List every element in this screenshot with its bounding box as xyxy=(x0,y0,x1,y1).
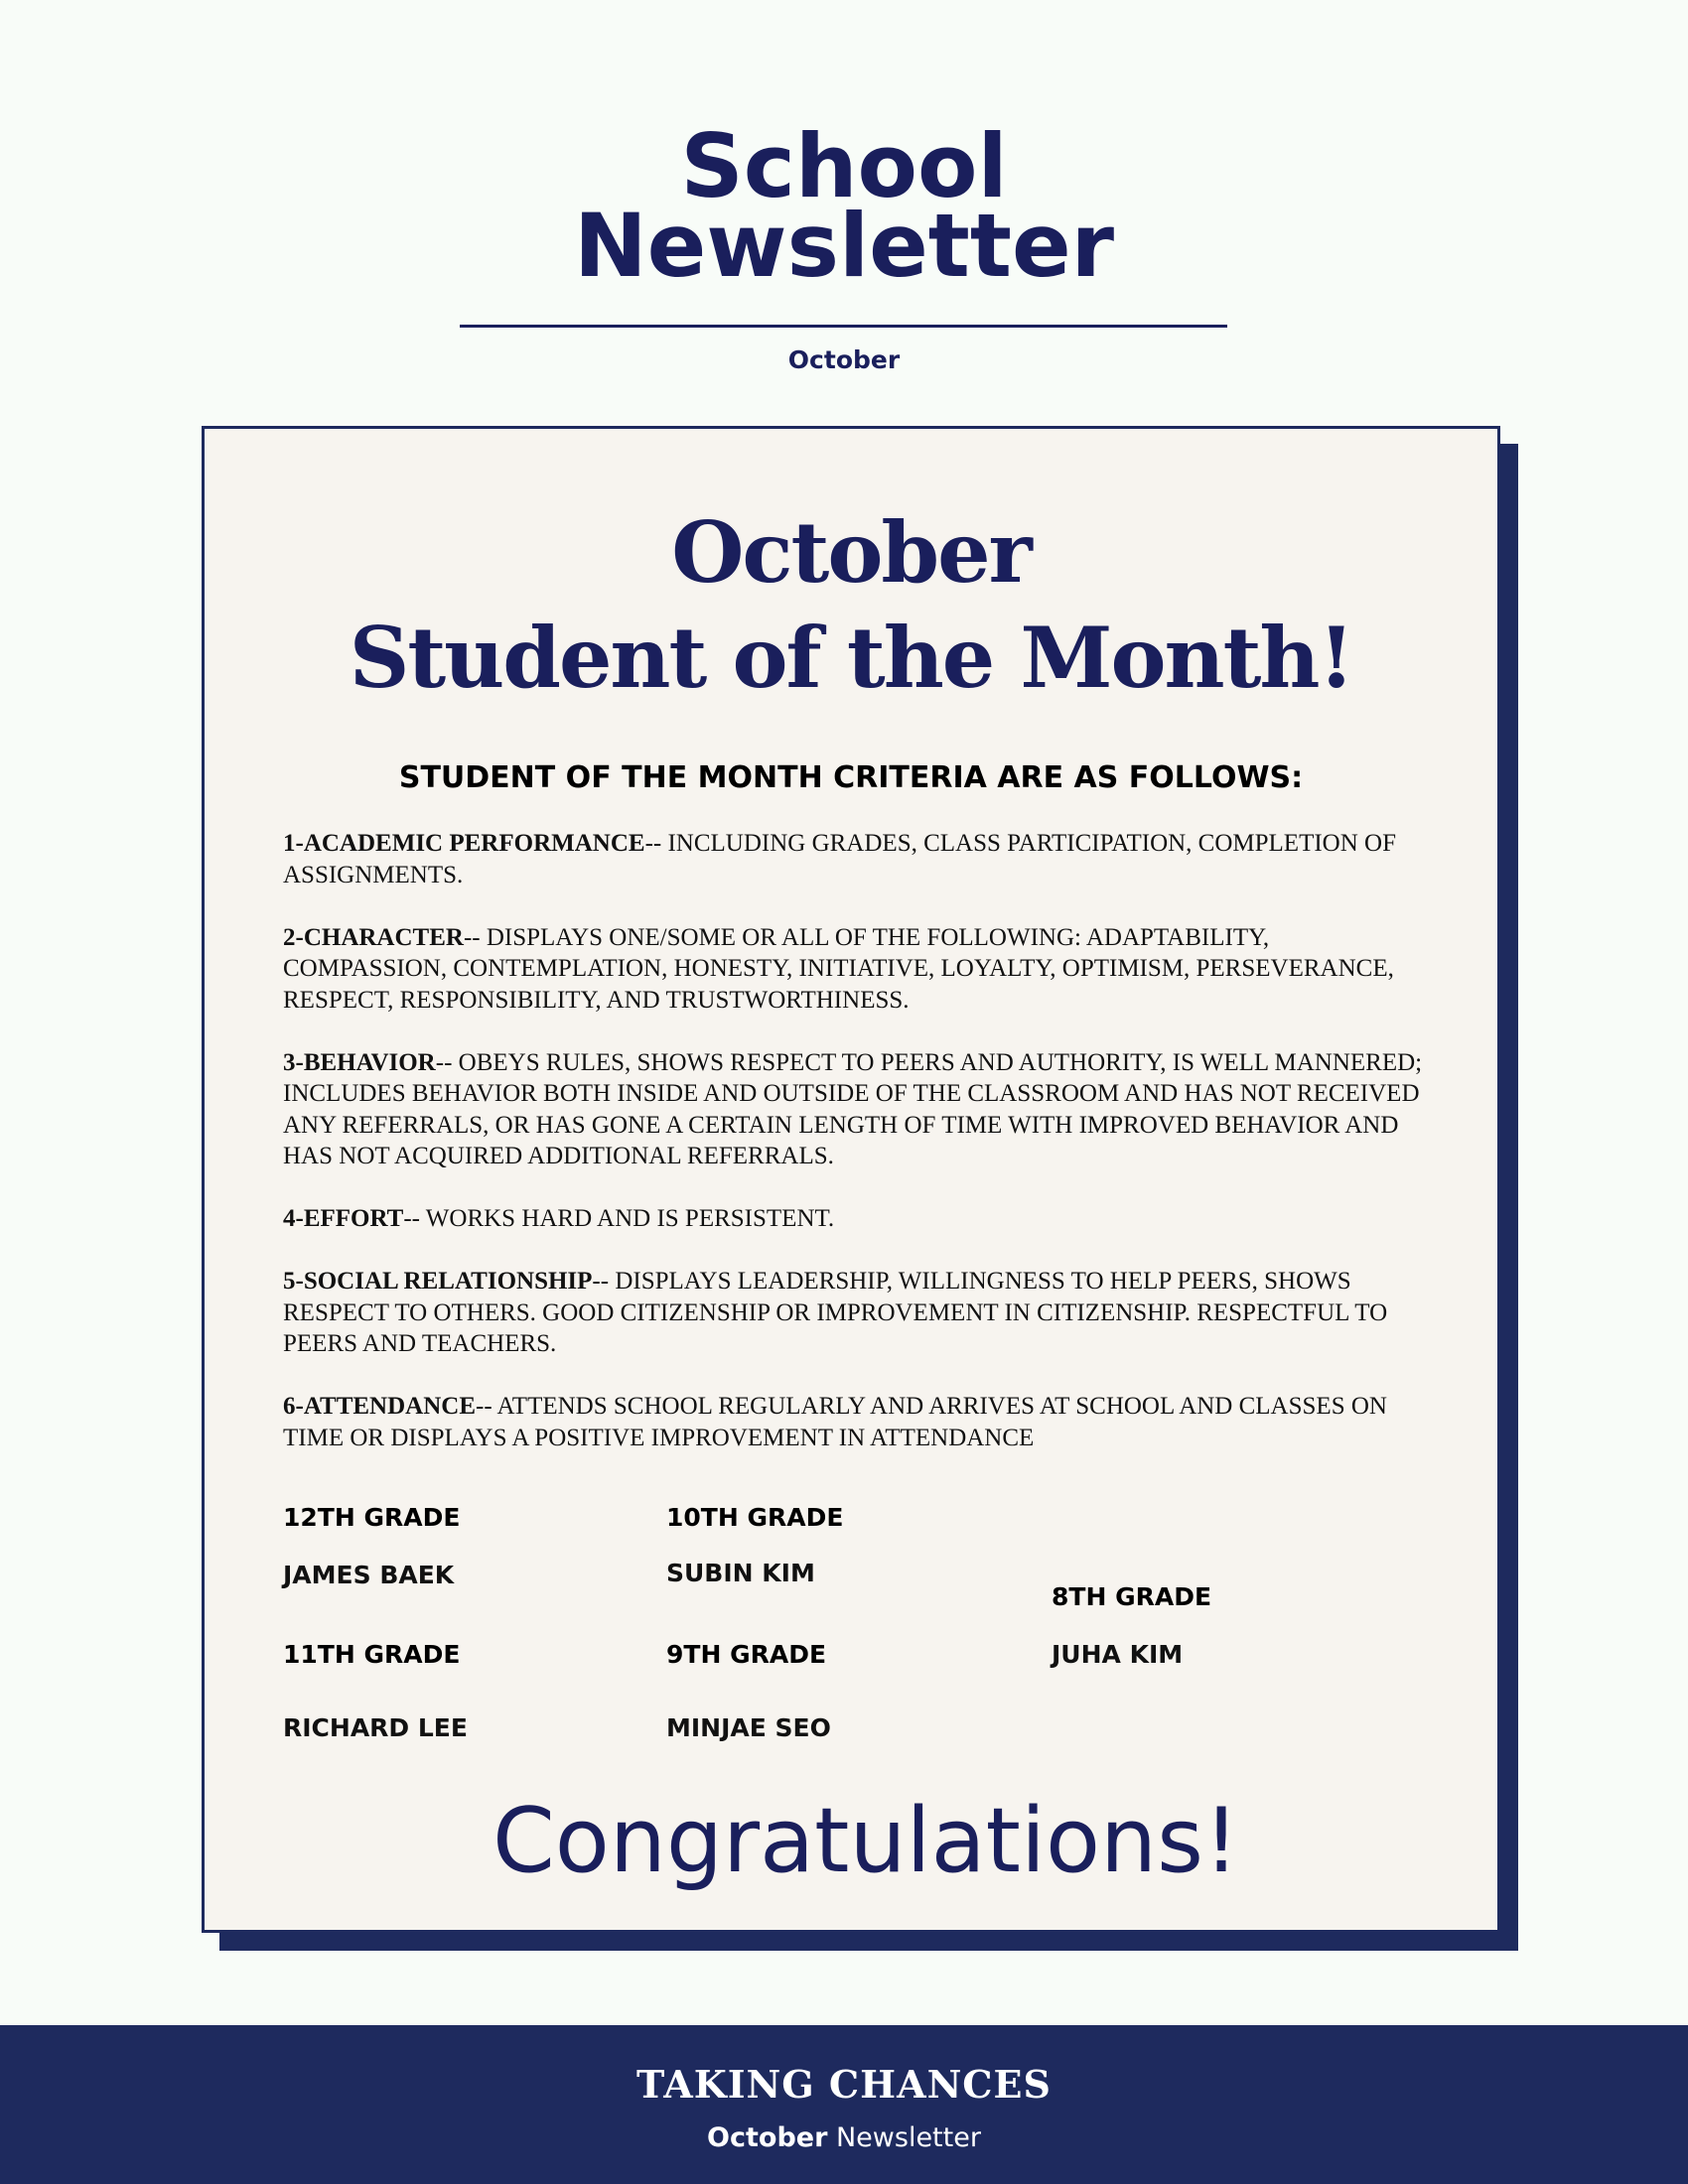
criteria-text: -- ATTENDS SCHOOL REGULARLY AND ARRIVES AT SCHOOL AND CLASSES ON TIME OR DISPLAYS A POSITIVE IMPROVEMENT IN ATTENDANCE xyxy=(283,1393,1387,1451)
criteria-item xyxy=(283,922,1435,1017)
criteria-list xyxy=(283,828,1435,1485)
criteria-label: 1-ACADEMIC PERFORMANCE xyxy=(283,830,645,857)
criteria-label: 5-SOCIAL RELATIONSHIP xyxy=(283,1268,593,1295)
footer-subtitle-rest: Newsletter xyxy=(827,2122,981,2153)
card-title-line1: October xyxy=(671,503,1031,602)
criteria-item xyxy=(283,828,1435,890)
winner-name-9: MINJAE SEO xyxy=(666,1713,831,1742)
header-divider xyxy=(460,325,1227,328)
winner-name-11: RICHARD LEE xyxy=(283,1713,468,1742)
footer-banner xyxy=(0,2025,1688,2184)
criteria-text: -- WORKS HARD AND IS PERSISTENT. xyxy=(403,1205,835,1232)
newsletter-title xyxy=(0,115,1688,297)
footer-title: TAKING CHANCES xyxy=(636,2062,1052,2107)
card-title xyxy=(205,500,1497,711)
winner-name-8: JUHA KIM xyxy=(1052,1640,1184,1669)
criteria-item xyxy=(283,1266,1435,1360)
criteria-item xyxy=(283,1047,1435,1172)
grade-heading-10: 10TH GRADE xyxy=(666,1503,844,1532)
congratulations-text: Congratulations! xyxy=(492,1789,1240,1893)
grade-heading-11: 11TH GRADE xyxy=(283,1640,461,1669)
criteria-label: 4-EFFORT xyxy=(283,1205,404,1232)
footer-subtitle-month: October xyxy=(707,2122,828,2153)
grade-heading-12: 12TH GRADE xyxy=(283,1503,461,1532)
criteria-text: -- DISPLAYS LEADERSHIP, WILLINGNESS TO HELP PEERS, SHOWS RESPECT TO OTHERS. GOOD CITIZENSHIP OR IMPROVEMENT IN CITIZENSHIP. RESPECTFUL TO PEERS AND TEACHERS. xyxy=(283,1268,1388,1357)
criteria-text: -- INCLUDING GRADES, CLASS PARTICIPATION, COMPLETION OF ASSIGNMENTS. xyxy=(283,830,1396,888)
footer-subtitle xyxy=(0,2122,1688,2153)
criteria-label: 2-CHARACTER xyxy=(283,923,464,951)
winner-name-10: SUBIN KIM xyxy=(666,1559,815,1587)
criteria-text: -- OBEYS RULES, SHOWS RESPECT TO PEERS AND AUTHORITY, IS WELL MANNERED; INCLUDES BEHAVIOR BOTH INSIDE AND OUTSIDE OF THE CLASSROOM AND HAS NOT RECEIVED ANY REFERRALS, OR HAS GONE A CERTAIN LENGTH OF TIME WITH IMPROVED BEHAVIOR AND HAS NOT ACQUIRED ADDITIONAL REFERRALS. xyxy=(283,1048,1423,1169)
criteria-text: -- DISPLAYS ONE/SOME OR ALL OF THE FOLLOWING: ADAPTABILITY, COMPASSION, CONTEMPLATION, HONESTY, INITIATIVE, LOYALTY, OPTIMISM, PERSEVERANCE, RESPECT, RESPONSIBILITY, AND TRUSTWORTHINESS. xyxy=(283,923,1394,1014)
grade-heading-8: 8TH GRADE xyxy=(1052,1582,1212,1611)
criteria-heading: STUDENT OF THE MONTH CRITERIA ARE AS FOLLOWS: xyxy=(398,760,1304,795)
winner-name-12: JAMES BAEK xyxy=(283,1561,455,1589)
grade-heading-9: 9TH GRADE xyxy=(666,1640,827,1669)
header-month: October xyxy=(787,345,901,374)
criteria-label: 6-ATTENDANCE xyxy=(283,1393,476,1420)
student-of-month-card xyxy=(202,426,1500,1933)
criteria-item xyxy=(283,1203,1435,1235)
criteria-item xyxy=(283,1391,1435,1453)
criteria-label: 3-BEHAVIOR xyxy=(283,1048,436,1076)
newsletter-title-line1: School xyxy=(680,115,1008,217)
card-title-line2: Student of the Month! xyxy=(349,609,1353,707)
newsletter-title-line2: Newsletter xyxy=(573,195,1115,297)
